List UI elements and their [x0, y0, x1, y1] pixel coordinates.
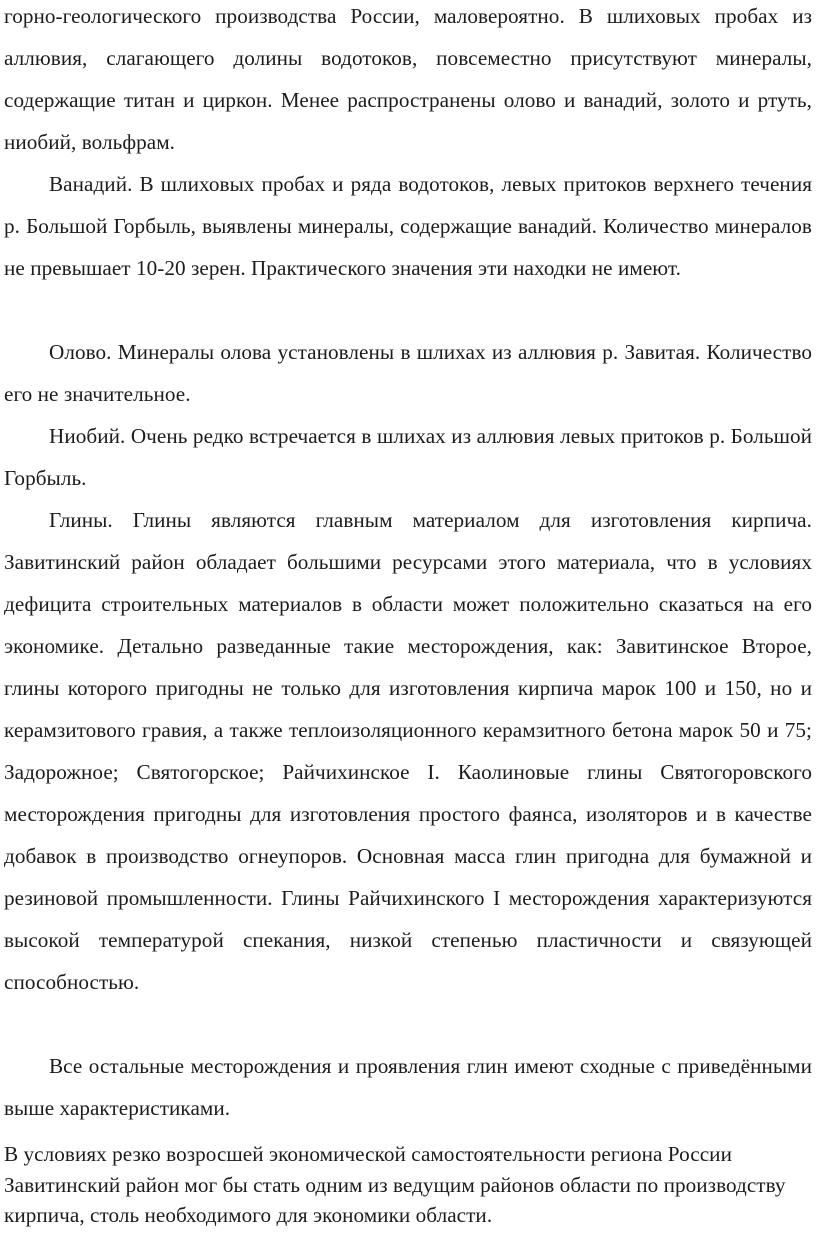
paragraph-clays: Глины. Глины являются главным материалом для изготовления кирпича. Завитинский район обладает большими ресурсами этого материала, что в условиях дефицита строительных материалов в области может положительно сказаться на его экономике. Детально разведанные такие месторождения, как: Завитинское Второе, глины которого пригодны не только для изготовления кирпича марок 100 и 150, но и керамзитового гравия, а также теплоизоляционного керамзитного бетона марок 50 и 75; Задорожное; Святогорское; Райчихинское I. Каолиновые глины Святогоровского месторождения пригодны для изготовления простого фаянса, изоляторов и в качестве добавок в производство огнеупоров. Основная масса глин пригодна для бумажной и резиновой промышленности. Глины Райчихинского I месторождения характеризуются высокой температурой спекания, низкой степенью пластичности и связующей способностью.: [4, 508, 812, 994]
paragraph-continuation: горно-геологического производства России, маловероятно. В шлиховых пробах из аллювия, слагающего долины водотоков, повсеместно присутствуют минералы, содержащие титан и циркон. Менее распространены олово и ванадий, золото и ртуть, ниобий, вольфрам.: [4, 4, 812, 154]
paragraph-conclusion: В условиях резко возросшей экономической самостоятельности региона России Завитинский район мог бы стать одним из ведущим районов области по производству кирпича, столь необходимого для экономики области.: [4, 1142, 786, 1227]
paragraph-niobium: Ниобий. Очень редко встречается в шлихах из аллювия левых притоков р. Большой Горбыль.: [4, 424, 812, 490]
paragraph-tin: Олово. Минералы олова установлены в шлихах из аллювия р. Завитая. Количество его не значительное.: [4, 340, 812, 406]
paragraph-other-deposits: Все остальные месторождения и проявления глин имеют сходные с приведёнными выше характеристиками.: [4, 1054, 812, 1120]
paragraph-vanadium: Ванадий. В шлиховых пробах и ряда водотоков, левых притоков верхнего течения р. Большой Горбыль, выявлены минералы, содержащие ванадий. Количество минералов не превышает 10-20 зерен. Практического значения эти находки не имеют.: [4, 172, 812, 280]
